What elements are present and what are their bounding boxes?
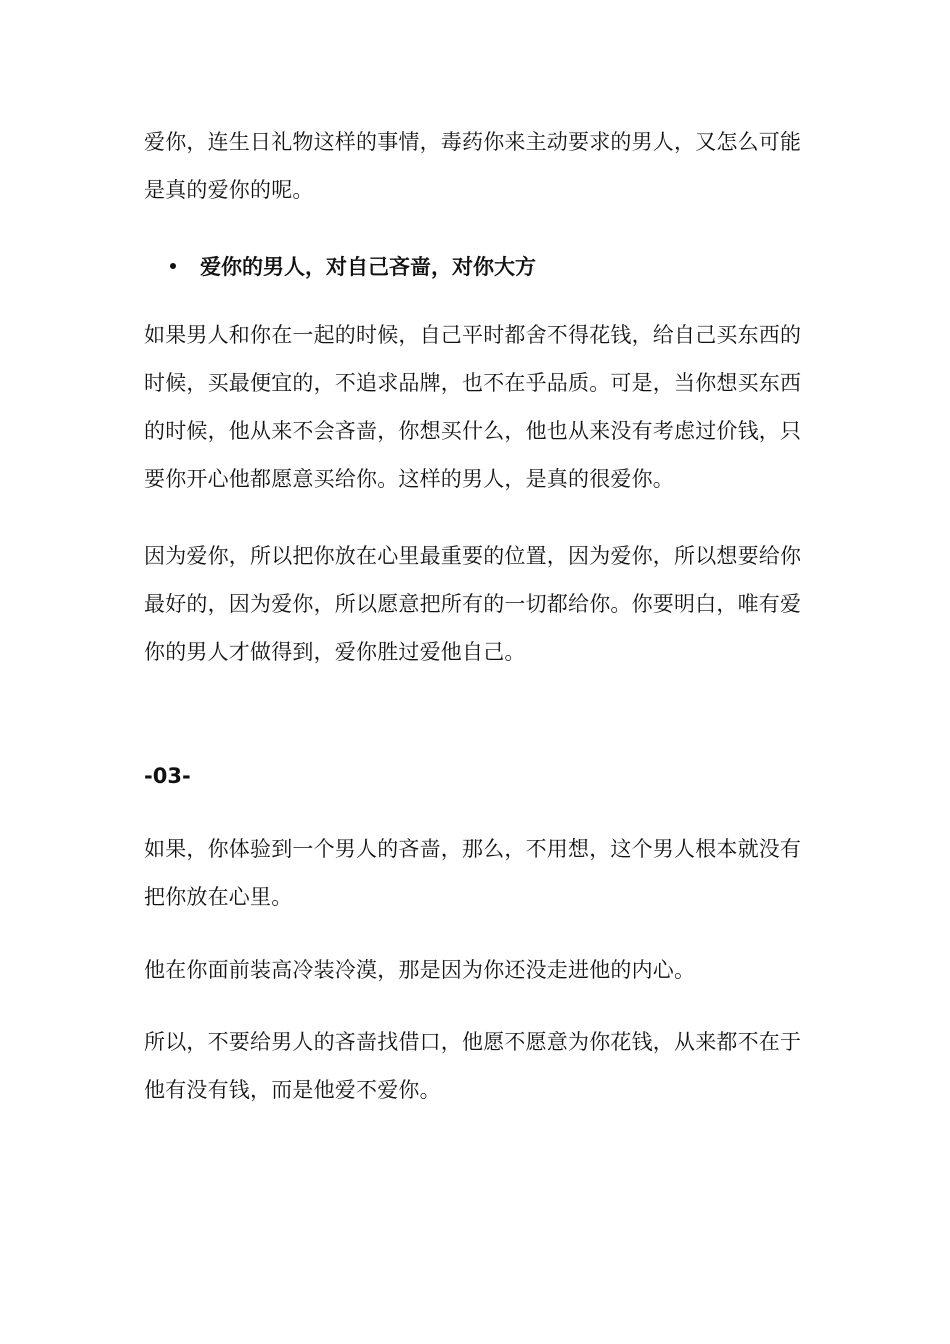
bullet-dot-icon (170, 263, 176, 269)
paragraph-stingy-self: 如果男人和你在一起的时候，自己平时都舍不得花钱，给自己买东西的时候，买最便宜的，不追求品牌，也不在乎品质。可是，当你想买东西的时候，他从来不会吝啬，你想买什么，他也从来没有考虑过价钱，只要你开心他都愿意买给你。这样的男人，是真的很爱你。 (144, 323, 802, 491)
bullet-heading-text: 爱你的男人，对自己吝啬，对你大方 (200, 255, 536, 279)
paragraph-no-excuses: 所以，不要给男人的吝啬找借口，他愿不愿意为你花钱，从来都不在于他有没有钱，而是他爱不爱你。 (144, 1030, 802, 1102)
paragraph-experience-stingy: 如果，你体验到一个男人的吝啬，那么，不用想，这个男人根本就没有把你放在心里。 (144, 837, 802, 909)
bullet-heading (170, 242, 536, 290)
paragraph-because-love: 因为爱你，所以把你放在心里最重要的位置，因为爱你，所以想要给你最好的，因为爱你，所以愿意把所有的一切都给你。你要明白，唯有爱你的男人才做得到，爱你胜过爱他自己。 (144, 544, 802, 664)
paragraph-cold-attitude: 他在你面前装高冷装冷漠，那是因为你还没走进他的内心。 (144, 958, 696, 982)
paragraph-birthday-gift: 爱你，连生日礼物这样的事情，毒药你来主动要求的男人，又怎么可能是真的爱你的呢。 (144, 130, 802, 202)
section-number: -03- (144, 764, 191, 788)
